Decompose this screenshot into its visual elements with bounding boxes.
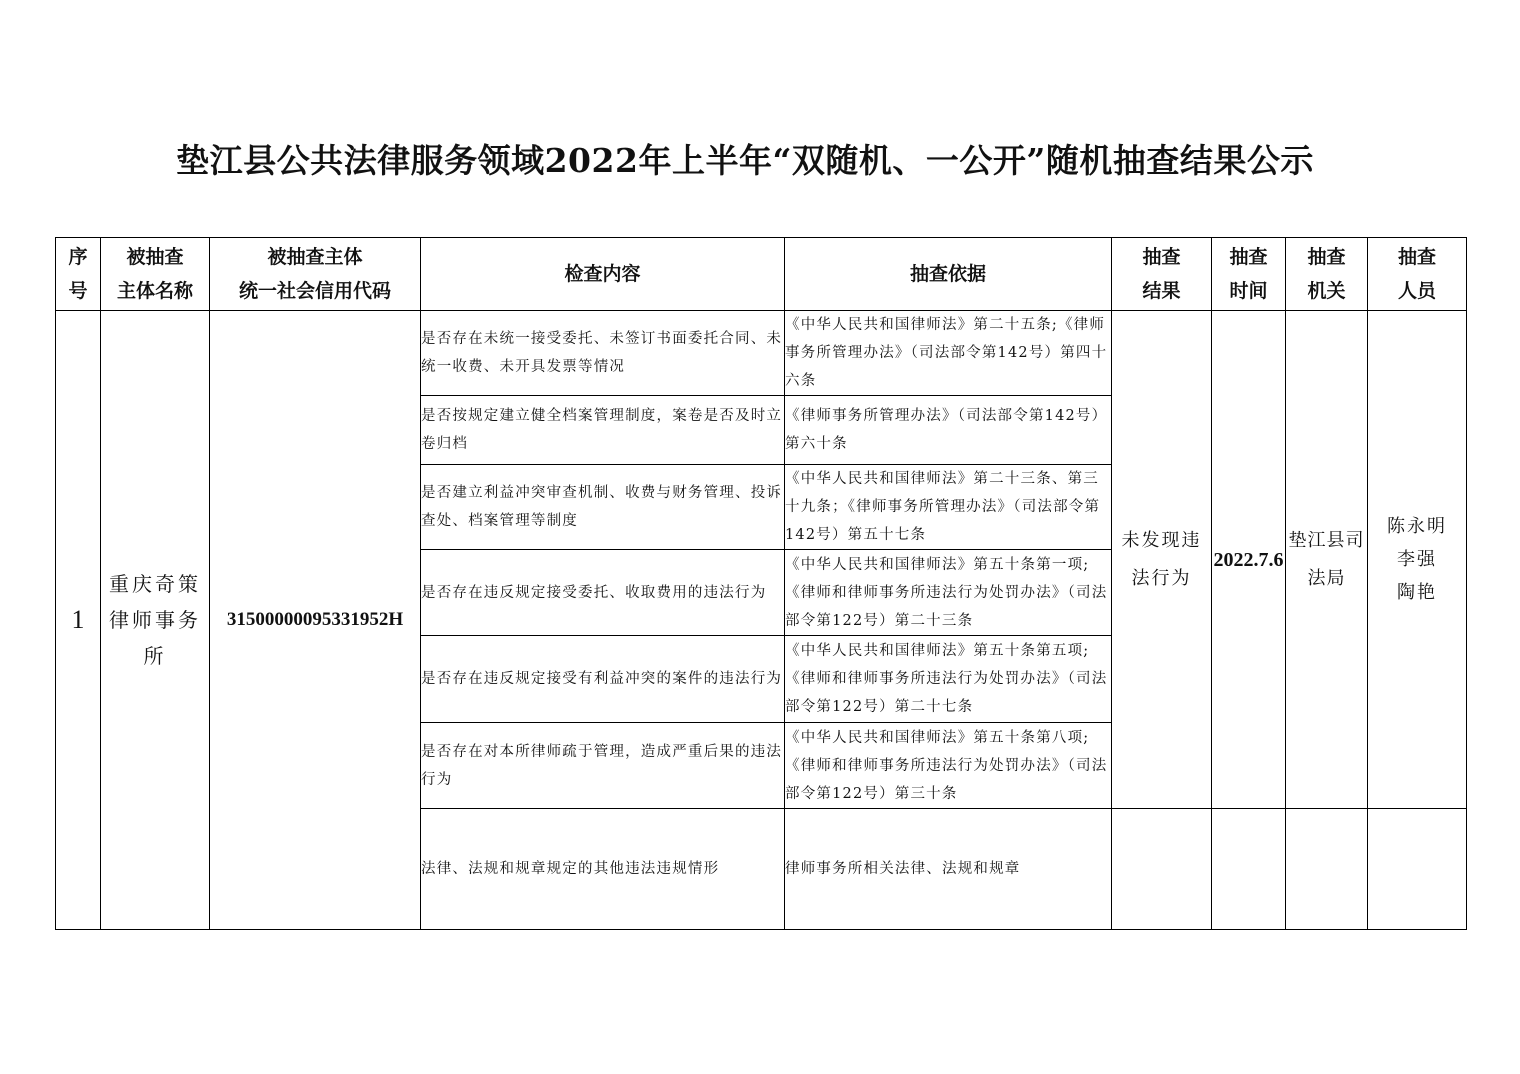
header-time-line-1: 抽查 <box>1229 246 1268 268</box>
header-credit-code-line-2: 统一社会信用代码 <box>238 280 391 302</box>
header-credit-code-line-1: 被抽查主体 <box>267 246 363 268</box>
check-content-cell: 是否存在未统一接受委托、未签订书面委托合同、未统一收费、未开具发票等情况 <box>421 311 785 396</box>
record-entity-name: 重庆奇策律师事务所 <box>101 311 210 930</box>
header-agency <box>1286 238 1368 311</box>
check-content-cell: 是否存在违反规定接受有利益冲突的案件的违法行为 <box>421 636 785 723</box>
check-basis-cell: 《中华人民共和国律师法》第五十条第八项;《律师和律师事务所违法行为处罚办法》（司法部令第122号）第三十条 <box>785 723 1112 809</box>
record-inspectors <box>1368 311 1467 809</box>
header-entity-name-line-1: 被抽查 <box>126 246 184 268</box>
record-time: 2022.7.6 <box>1212 311 1286 809</box>
inspector-name: 李强 <box>1397 549 1437 570</box>
header-basis: 抽查依据 <box>785 238 1112 311</box>
header-seq <box>56 238 101 311</box>
header-entity-name <box>101 238 210 311</box>
check-content-cell: 法律、法规和规章规定的其他违法违规情形 <box>421 809 785 930</box>
table-header-row <box>56 238 1467 311</box>
inspector-name: 陶艳 <box>1397 582 1437 603</box>
empty-inspectors-cell <box>1368 809 1467 930</box>
header-entity-name-line-2: 主体名称 <box>116 280 193 302</box>
table-row <box>56 311 1467 396</box>
empty-agency-cell <box>1286 809 1368 930</box>
inspection-results-table <box>55 237 1467 930</box>
check-basis-cell: 《律师事务所管理办法》（司法部令第142号）第六十条 <box>785 396 1112 465</box>
header-inspectors-line-2: 人员 <box>1397 280 1436 302</box>
check-content-cell: 是否存在违反规定接受委托、收取费用的违法行为 <box>421 550 785 636</box>
header-result-line-1: 抽查 <box>1142 246 1181 268</box>
record-credit-code: 31500000095331952H <box>210 311 421 930</box>
check-content-cell: 是否按规定建立健全档案管理制度，案卷是否及时立卷归档 <box>421 396 785 465</box>
empty-result-cell <box>1112 809 1212 930</box>
check-content-cell: 是否建立利益冲突审查机制、收费与财务管理、投诉查处、档案管理等制度 <box>421 465 785 550</box>
empty-time-cell <box>1212 809 1286 930</box>
header-seq-line-1: 序 <box>68 246 88 268</box>
header-agency-line-1: 抽查 <box>1307 246 1346 268</box>
page-title: 垫江县公共法律服务领域2022年上半年“双随机、一公开”随机抽查结果公示 <box>176 141 1314 180</box>
check-basis-cell: 《中华人民共和国律师法》第五十条第一项;《律师和律师事务所违法行为处罚办法》（司法部令第122号）第二十三条 <box>785 550 1112 636</box>
check-basis-cell: 律师事务所相关法律、法规和规章 <box>785 809 1112 930</box>
header-content: 检查内容 <box>421 238 785 311</box>
header-result-line-2: 结果 <box>1142 280 1181 302</box>
check-content-cell: 是否存在对本所律师疏于管理，造成严重后果的违法行为 <box>421 723 785 809</box>
inspector-name: 陈永明 <box>1387 516 1447 537</box>
check-basis-cell: 《中华人民共和国律师法》第五十条第五项;《律师和律师事务所违法行为处罚办法》（司法部令第122号）第二十七条 <box>785 636 1112 723</box>
header-agency-line-2: 机关 <box>1307 280 1346 302</box>
header-seq-line-2: 号 <box>68 280 88 302</box>
record-agency: 垫江县司法局 <box>1286 311 1368 809</box>
header-time <box>1212 238 1286 311</box>
header-inspectors-line-1: 抽查 <box>1397 246 1436 268</box>
record-seq: 1 <box>56 311 101 930</box>
record-result: 未发现违法行为 <box>1112 311 1212 809</box>
header-result <box>1112 238 1212 311</box>
check-basis-cell: 《中华人民共和国律师法》第二十三条、第三十九条；《律师事务所管理办法》（司法部令第142号）第五十七条 <box>785 465 1112 550</box>
header-time-line-2: 时间 <box>1229 280 1268 302</box>
header-inspectors <box>1368 238 1467 311</box>
check-basis-cell: 《中华人民共和国律师法》第二十五条;《律师事务所管理办法》（司法部令第142号）第四十六条 <box>785 311 1112 396</box>
header-credit-code <box>210 238 421 311</box>
